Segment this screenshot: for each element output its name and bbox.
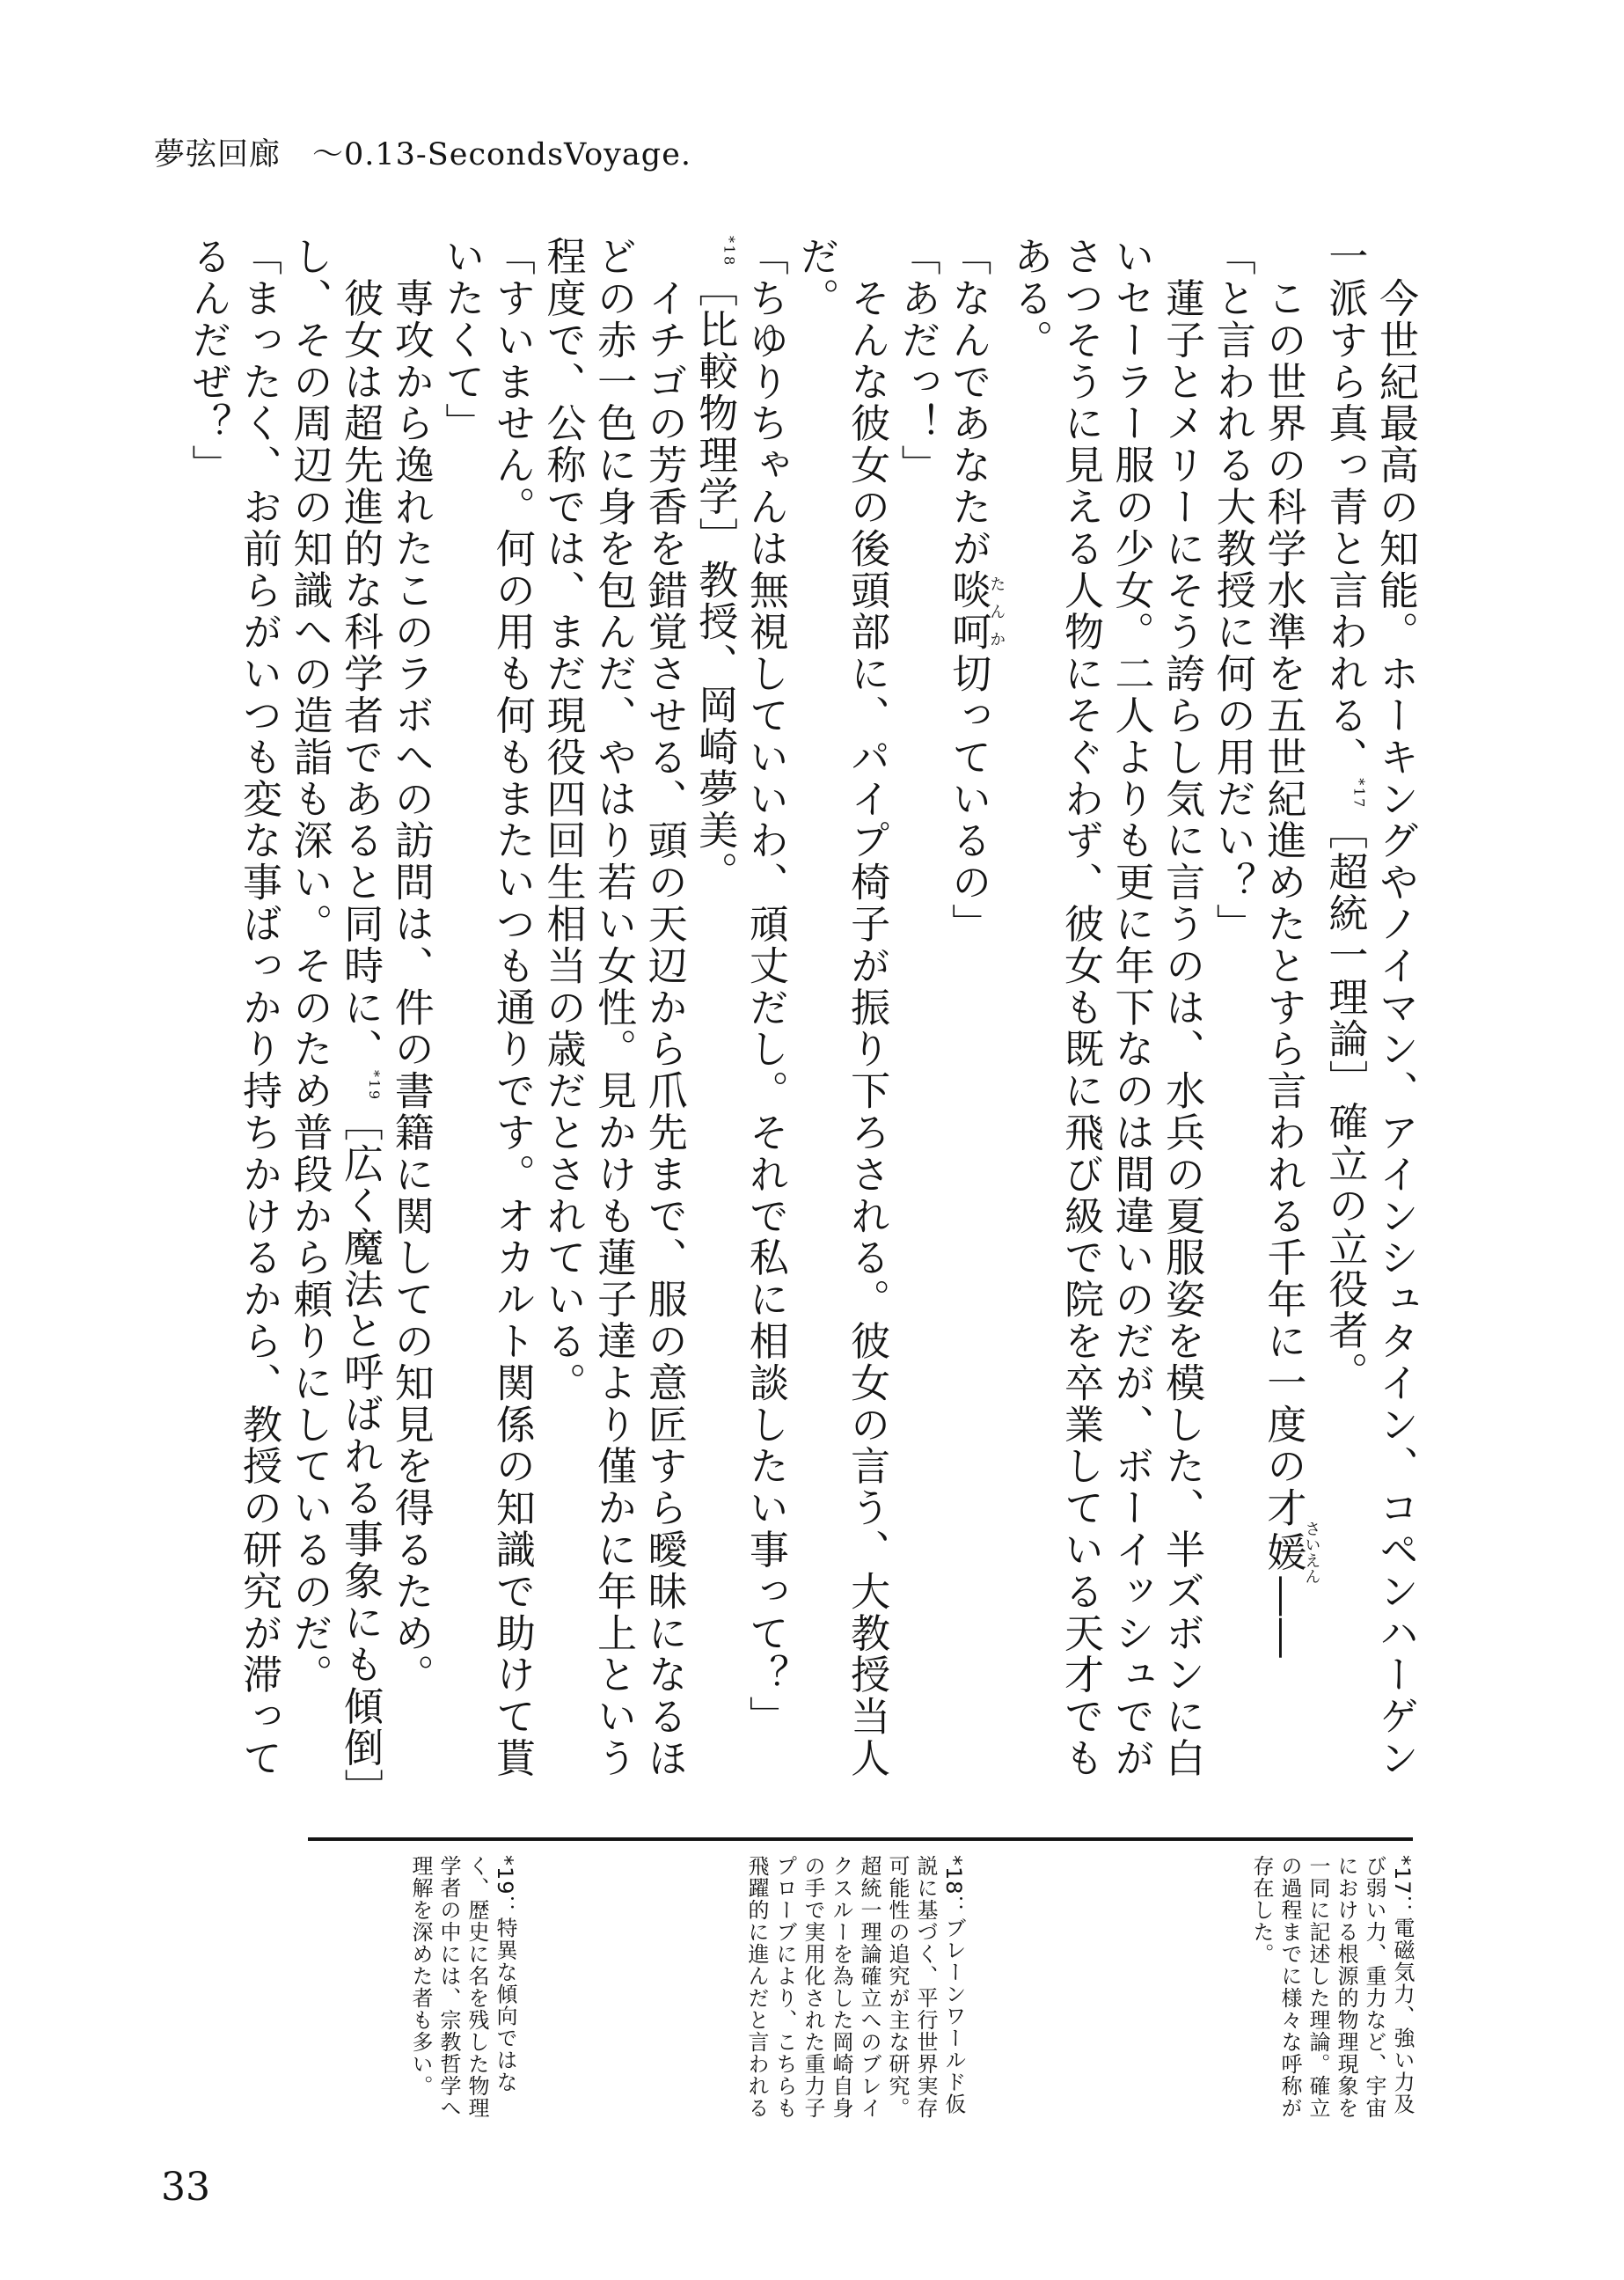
footnote-17 bbox=[1214, 1855, 1416, 2137]
footnote-ref: *18 bbox=[721, 236, 738, 268]
paragraph: そんな彼女の後頭部に、パイプ椅子が振り下ろされる。彼女の言う、大教授当人だ。 bbox=[793, 236, 891, 1779]
dialogue-line: 「と言われる大教授に何の用だい？」 bbox=[1209, 236, 1256, 945]
running-header: 夢弦回廊 ～0.13-SecondsVoyage. bbox=[154, 137, 692, 172]
dialogue-line: 「ちゆりちゃんは無視していいわ、頑丈だし。それで私に相談したい事って？」 bbox=[742, 236, 789, 1738]
paragraph: 専攻から逸れたこのラボへの訪問は、件の書籍に関しての知見を得るため。 bbox=[387, 277, 435, 1697]
paragraph: イチゴの芳香を錯覚させる、頭の天辺から爪先まで、服の意匠すら曖昧になるほどの赤一色に身を包んだ、やはり若い女性。見かけも蓮子達より僅かに年上という程度で、公称では、まだ現役四回生相当の歳だとされている。 bbox=[539, 236, 688, 1779]
ruby-word: 啖呵たんか bbox=[945, 569, 1006, 654]
footnote-text: ：電磁気力、強い力及び弱い力、重力など、宇宙における根源的物理現象を一同に記述した理論。確立の過程までに様々な呼称が存在した。 bbox=[1249, 1855, 1415, 2119]
footnote-mark: *18 bbox=[941, 1855, 966, 1895]
paragraph: $^{*18}$［比較物理学］教授、岡崎夢美。 bbox=[691, 236, 739, 893]
footnote-ref: *17 bbox=[1350, 778, 1368, 810]
dialogue-line: 「すいません。何の用も何もまたいつも通りです。オカルト関係の知識で助けて貰いたくて」 bbox=[438, 236, 536, 1779]
footnote-18 bbox=[744, 1855, 968, 2137]
ruby-word: 媛さいえん bbox=[1260, 1521, 1321, 1585]
body-text bbox=[185, 236, 1421, 1820]
footnote-ref: *19 bbox=[366, 1070, 384, 1102]
footnote-divider bbox=[308, 1837, 1413, 1841]
dialogue-line: 「なんであなたが啖呵たんか切っているの」 bbox=[945, 236, 1006, 945]
dialogue-line: 「まったく、お前らがいつも変な事ばっかり持ちかけるから、教授の研究が滞ってるんだぜ？」 bbox=[185, 236, 282, 1779]
footnote-text: ：特異な傾向ではなく、歴史に名を残した物理学者の中には、宗教哲学へ理解を深めた者も多い。 bbox=[408, 1855, 517, 2119]
footnote-mark: *19 bbox=[493, 1855, 517, 1895]
paragraph: 彼女は超先進的な科学者であると同時に、$^{*19}$［広く魔法と呼ばれる事象にも傾倒］し、その周辺の知識への造詣も深い。そのため普段から頼りにしているのだ。 bbox=[286, 236, 384, 1811]
paragraph: 今世紀最高の知能。ホーキングやノイマン、アインシュタイン、コペンハーゲン一派すら真っ青と言われる、$^{*17}$［超統一理論］確立の立役者。 bbox=[1321, 236, 1419, 1779]
paragraph: 蓮子とメリーにそう誇らし気に言うのは、水兵の夏服姿を模した、半ズボンに白いセーラー服の少女。二人よりも更に年下なのは間違いのだが、ボーイッシュでがさつそうに見える人物にそぐわず、彼女も既に飛び級で院を卒業している天才でもある。 bbox=[1006, 236, 1206, 1779]
footnote-text: ：ブレーンワールド仮説に基づく、平行世界実存可能性の追究が主な研究。超統一理論確立へのブレイクスルーを為した岡崎自身の手で実用化された重力子プローブにより、こちらも飛躍的に進んだと言われる bbox=[744, 1855, 966, 2119]
footnote-mark: *17 bbox=[1390, 1855, 1415, 1895]
footnote-19 bbox=[317, 1855, 519, 2137]
footnotes bbox=[317, 1855, 1416, 2145]
page-number: 33 bbox=[161, 2165, 210, 2210]
paragraph: この世界の科学水準を五世紀進めたとすら言われる千年に一度の才媛さいえん―― bbox=[1260, 277, 1321, 1661]
dialogue-line: 「あだっ！」 bbox=[894, 236, 941, 487]
